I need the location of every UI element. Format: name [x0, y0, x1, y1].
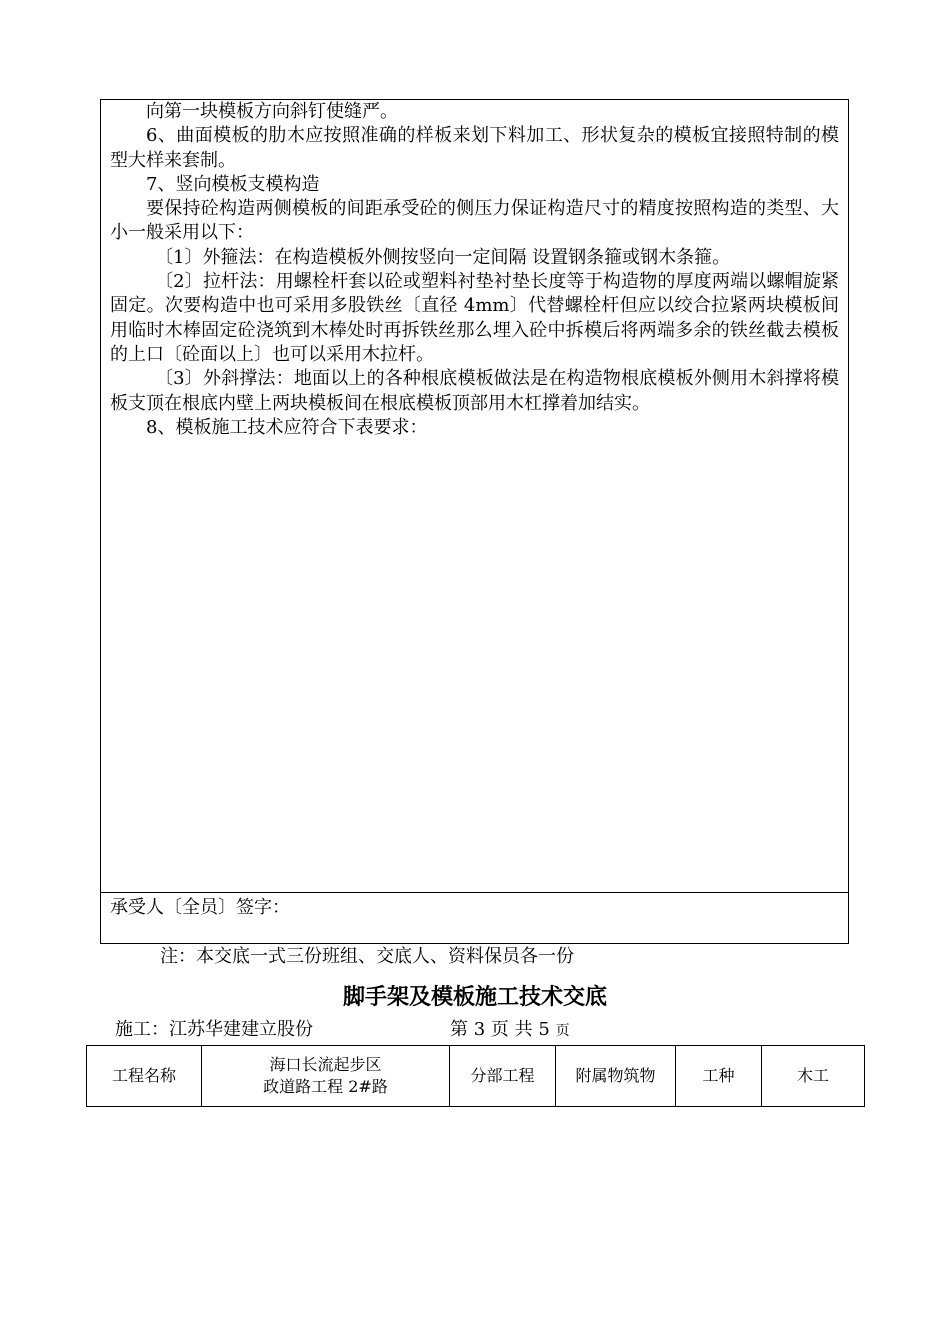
- footnote: 注：本交底一式三份班组、交底人、资料保员各一份: [160, 946, 574, 967]
- paragraph: 〔2〕拉杆法：用螺栓杆套以砼或塑料衬垫衬垫长度等于构造物的厚度两端以螺帽旋紧固定。次要构造中也可采用多股铁丝〔直径 4mm〕代替螺栓杆但应以绞合拉紧两块模板间用临时木棒固定砼浇筑到木棒处时再拆铁丝那么埋入砼中拆模后将两端多余的铁丝截去模板的上口〔砼面以上〕也可以采用木拉杆。: [110, 271, 839, 365]
- sub-project-label: 分部工程: [450, 1046, 556, 1107]
- page-current: 3: [473, 1019, 486, 1040]
- project-name-line: 政道路工程 2#路: [263, 1077, 388, 1096]
- page-prefix: 第: [450, 1019, 468, 1040]
- sub-project-value: 附属物筑物: [556, 1046, 676, 1107]
- project-name-label: 工程名称: [87, 1046, 202, 1107]
- trade-value: 木工: [762, 1046, 865, 1107]
- project-name-value: [202, 1046, 450, 1107]
- paragraph: 6、曲面模板的肋木应按照准确的样板来划下料加工、形状复杂的模板宜接照特制的模型大样来套制。: [110, 125, 839, 171]
- disclosure-content: [101, 100, 848, 893]
- project-info-table: [86, 1045, 865, 1107]
- disclosure-content-box: [100, 99, 849, 944]
- paragraph: 8、模板施工技术应符合下表要求：: [146, 416, 428, 438]
- construction-company: 施工：江苏华建建立股份: [115, 1019, 313, 1040]
- paragraph: 〔1〕外箍法：在构造模板外侧按竖向一定间隔 设置钢条箍或钢木条箍。: [155, 246, 731, 268]
- page-total: 5: [538, 1019, 550, 1040]
- paragraph: 要保持砼构造两侧模板的间距承受砼的侧压力保证构造尺寸的精度按照构造的类型、大小一般采用以下：: [110, 198, 839, 244]
- project-name-line: 海口长流起步区: [269, 1055, 382, 1074]
- table-row: [87, 1046, 865, 1107]
- page-indicator: [450, 1018, 570, 1043]
- trade-label: 工种: [676, 1046, 762, 1107]
- page-suffix: 页: [555, 1023, 570, 1039]
- signature-label: 承受人〔全员〕签字：: [110, 897, 290, 918]
- paragraph: 7、竖向模板支模构造: [146, 173, 320, 195]
- paragraph: 〔3〕外斜撑法：地面以上的各种根底模板做法是在构造物根底模板外侧用木斜撑将模板支顶在根底内壁上两块模板间在根底模板顶部用木杠撑着加结实。: [110, 368, 839, 414]
- page-middle: 页 共: [490, 1019, 533, 1040]
- paragraph: 向第一块模板方向斜钉使缝严。: [146, 101, 398, 122]
- document-title: 脚手架及模板施工技术交底: [342, 984, 607, 1010]
